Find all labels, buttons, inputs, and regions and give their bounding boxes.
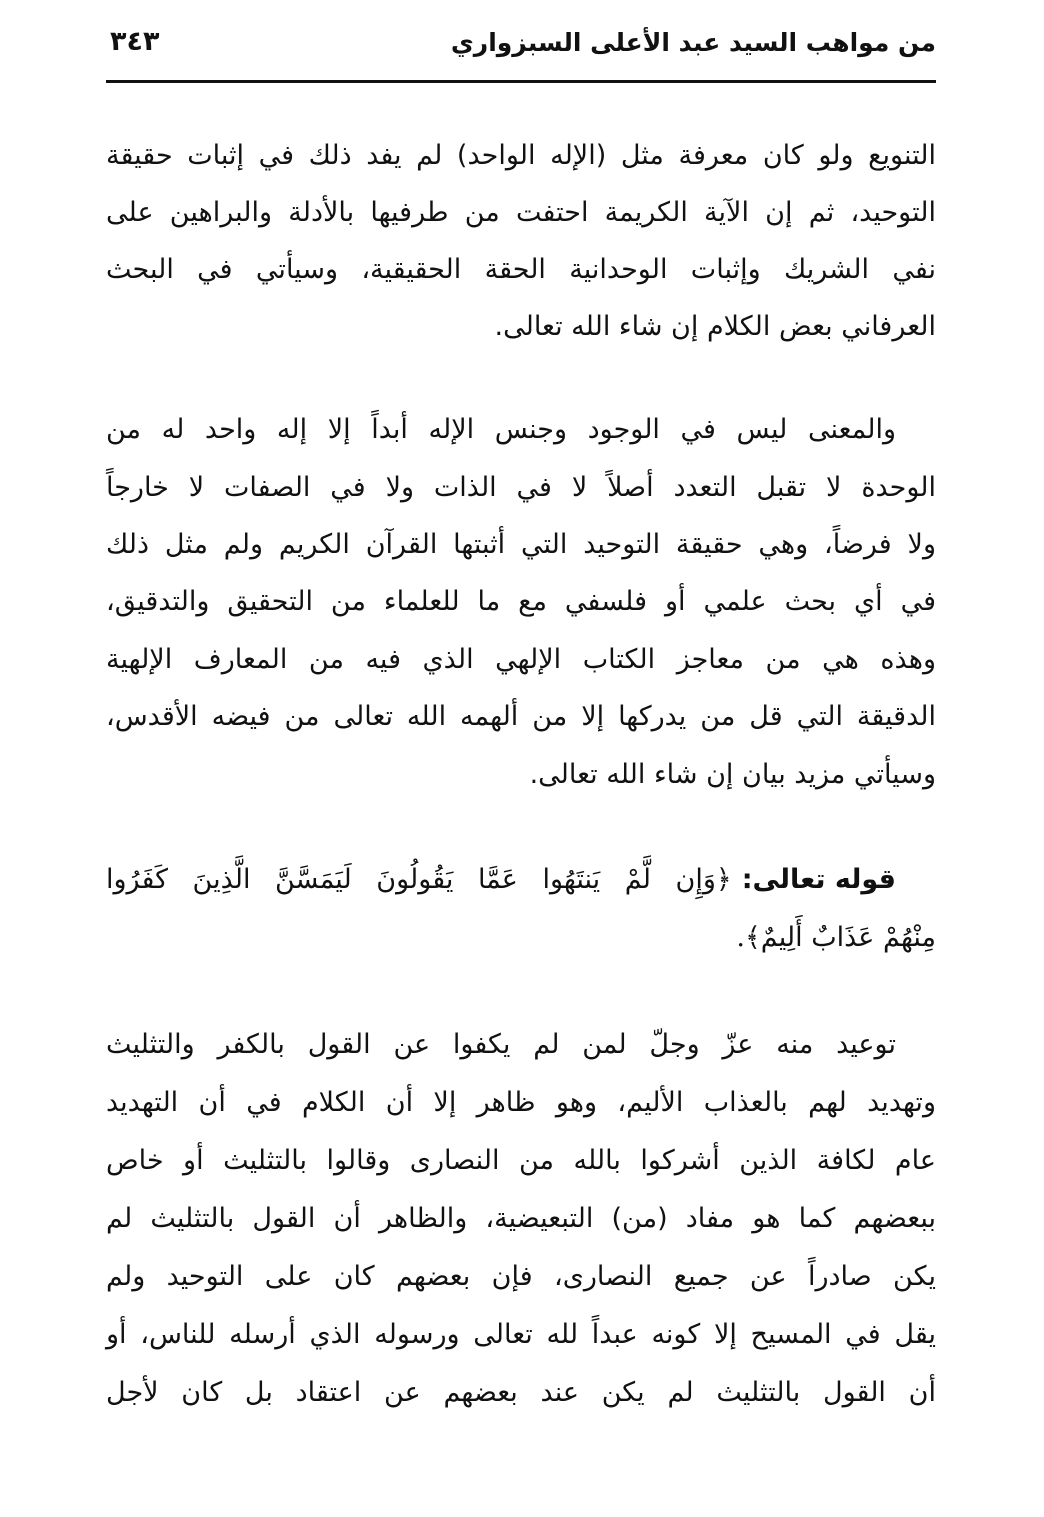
- text-line: الوحدة لا تقبل التعدد أصلاً لا في الذات ولا في الصفات لا خارجاً: [106, 472, 936, 503]
- verse-lead: قوله تعالى:: [741, 864, 896, 895]
- text-line: يكن صادراً عن جميع النصارى، فإن بعضهم كان على التوحيد ولم: [106, 1261, 936, 1292]
- text-line: أن القول بالتثليث لم يكن عند بعضهم عن اعتقاد بل كان لأجل: [106, 1377, 936, 1408]
- verse-text: ﴿وَإِن لَّمْ يَنتَهُوا عَمَّا يَقُولُونَ لَيَمَسَّنَّ الَّذِينَ كَفَرُوا: [106, 864, 732, 895]
- text-line: توعيد منه عزّ وجلّ لمن لم يكفوا عن القول بالكفر والتثليث: [106, 1029, 896, 1060]
- page-number: ٣٤٣: [110, 26, 160, 57]
- text-line: العرفاني بعض الكلام إن شاء الله تعالى.: [494, 311, 936, 342]
- running-header-title: من مواهب السيد عبد الأعلى السبزواري: [450, 28, 936, 57]
- text-line: في أي بحث علمي أو فلسفي مع ما للعلماء من التحقيق والتدقيق،: [106, 586, 936, 617]
- text-line: وسيأتي مزيد بيان إن شاء الله تعالى.: [529, 759, 936, 790]
- text-line: والمعنى ليس في الوجود وجنس الإله أبداً إلا إله واحد له من: [106, 414, 896, 445]
- text-line: التنويع ولو كان معرفة مثل (الإله الواحد) لم يفد ذلك في إثبات حقيقة: [106, 140, 936, 171]
- verse-line: مِنْهُمْ عَذَابٌ أَلِيمٌ﴾.: [736, 922, 936, 953]
- text-line: التوحيد، ثم إن الآية الكريمة احتفت من طرفيها بالأدلة والبراهين على: [106, 197, 936, 228]
- text-line: ولا فرضاً، وهي حقيقة التوحيد التي أثبتها القرآن الكريم ولم مثل ذلك: [106, 529, 936, 560]
- verse-line: [106, 860, 896, 900]
- text-line: نفي الشريك وإثبات الوحدانية الحقة الحقيقية، وسيأتي في البحث: [106, 254, 936, 285]
- text-line: عام لكافة الذين أشركوا بالله من النصارى وقالوا بالتثليث أو خاص: [106, 1145, 936, 1176]
- text-line: وتهديد لهم بالعذاب الأليم، وهو ظاهر إلا أن الكلام في أن التهديد: [106, 1087, 936, 1118]
- header-rule: [106, 80, 936, 83]
- text-line: وهذه هي من معاجز الكتاب الإلهي الذي فيه من المعارف الإلهية: [106, 644, 936, 675]
- text-line: يقل في المسيح إلا كونه عبداً لله تعالى ورسوله الذي أرسله للناس، أو: [106, 1319, 936, 1350]
- text-line: ببعضهم كما هو مفاد (من) التبعيضية، والظاهر أن القول بالتثليث لم: [106, 1203, 936, 1234]
- text-line: الدقيقة التي قل من يدركها إلا من ألهمه الله تعالى من فيضه الأقدس،: [106, 701, 936, 732]
